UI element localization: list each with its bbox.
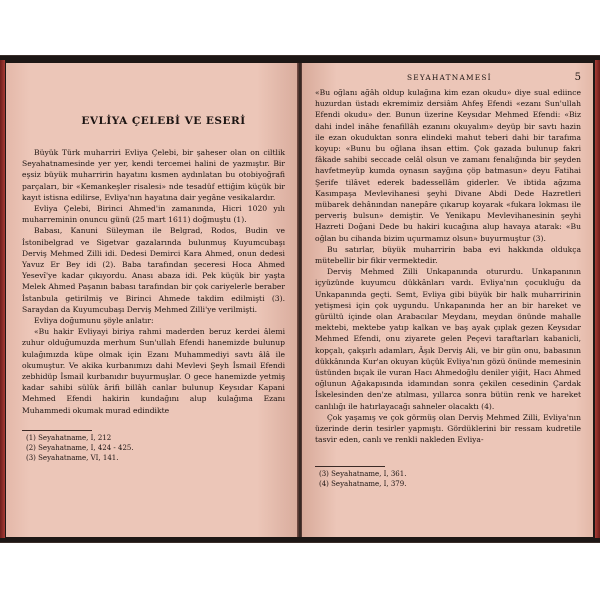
paragraph: Evliya doğumunu şöyle anlatır: xyxy=(34,316,154,326)
running-head xyxy=(315,72,581,83)
footnote: (1) Seyahatname, I, 212 xyxy=(26,433,112,442)
footnote: (2) Seyahatname, I, 424 - 425. xyxy=(26,443,134,452)
footnotes xyxy=(315,466,581,489)
footnote: (4) Seyahatname, I, 379. xyxy=(319,479,407,488)
footnote: (3) Seyahatname, I, 361. xyxy=(319,469,407,478)
paragraph: «Bu hakir Evliyayi biriya rahmi maderden beruz kerdei âlemi zuhur olduğumuzda merhum Sun'ullah Efendi hanemizde bulunup kulağımızda küpe olmak için Ezanı Muhammediyi savtı âlâ ile okumuştur. Ve akika kurbanımızı dahi Mevlevi Şeyh İsmail Efendi zebhidüp İsmail kurbanıdır buyurmuşlar. O gece hanemizde yetmiş kadar sahibi sülûk ârifi billâh canlar bulunup Keysıdar Kapani Mehmed Efendi hakirin kundağını alup kulağıma Ezanı Muhammedi okumak murad edindikte xyxy=(22,327,285,415)
footnotes xyxy=(22,430,285,463)
page-number: 5 xyxy=(574,72,581,83)
running-head-title: SEYAHATNAMESİ xyxy=(407,73,492,82)
paragraph: Bu satırlar, büyük muharririn baba evi hakkında oldukça mütebellir bir fikir vermektedir. xyxy=(315,244,581,266)
paragraph: Derviş Mehmed Zilli Unkapanında otururdu. Unkapanının içyüzünde kuyumcu dükkânları vardı. Evliya'nın çocukluğu da Unkapanında geçti. Semt, Evliya gibi büyük bir halk muharririnin yetişmesi için çok uygundu. Unkapanında her an bir hareket ve gürültü içinde olan Arabacılar Meydanı, meydan önünde mahalle mektebi, mektebe yatıp kalkan ve baş ayak çıplak gezen Keysıdar Mehmed Efendi, onu ziyarete gelen Peçevi taraftarları kabanicli, kopçalı, çakşırlı adamları, Âşık Derviş Ali, ve bir gün onu, babasının dükkânında Kur'an okuyan küçük Evliya'nın gözü önünde memesinin üstünden bıçak ile vuran Hacı Ahmedoğlu deniler yiğit, Hacı Ahmed oğlunun Ağakapısında idamından sonra çekilen cesedinin Çardak İskelesinden den'ze atılması, yıllarca sonra bütün renk ve hareket canlılığı ile hatırlayacağı sahneler olacaktı (4). xyxy=(315,267,581,411)
paragraph: Evliya Çelebi, Birinci Ahmed'in zamanında, Hicri 1020 yılı muharreminin onuncu günü (25 mart 1611) doğmuştu (1). xyxy=(22,204,285,225)
right-page xyxy=(302,63,593,537)
paragraph: Büyük Türk muharriri Evliya Çelebi, bir şaheser olan on ciltlik Seyahatnamesinde yer yer, kendi tercemei halini de yazmıştır. Bir eşsiz büyük muharririn hayatını kısmen aydınlatan bu otobiyoğrafi parçaları, bir «Kemankeşler risalesi» nde tesadüf ettiğim küçük bir kayıt istisna edilirse, Evliya'nın hayatına dair yegâne vesikalardır. xyxy=(22,148,285,202)
left-page xyxy=(6,63,298,537)
paragraph: Çok yaşamış ve çok görmüş olan Derviş Mehmed Zilli, Evliya'nın üzerinde derin tesirler yapmıştı. Gördüklerini bir ressam kudretile tasvir eden, canlı ve renkli nakleden Evliya- xyxy=(315,412,581,445)
chapter-title: EVLİYA ÇELEBİ VE ESERİ xyxy=(81,115,246,127)
paragraph: «Bu oğlanı ağâh oldup kulağına kim ezan okudu» diye sual ediince huzurdan üstadı ekremimiz dersiâm Ahfeş Efendi «ezanı Sun'ullah Efendi okudu» der. Bunun üzerine Keysıdar Mehmed Efendi: «Biz dahi indel inâhe fenafillâh ezanını okuyalım» deyüp bir savtı hazin ile ezan okuduktan sonra elindeki mahut teberi dahi bir tarafıma koyup: «Bunu bu oğlana ihsan ettim. Çok gazada bulunup fakri fâkade sahibi seccade celâl olsun ve zamanı fenalığında bir şeyden havfetmeyüp kumda oynasın sayğına çöp batmasun» deyu Fatihai Şerife tilâvet ederek badessellâm giderler. Ve ibtida ağzıma Kasımpaşa Mevlevihanesi şeyhi Divane Abdi Dede Hazretleri mübarek dehânından nanepâre çıkarup koyarak «fukara lokması ile perveriş bulsun» demiştir. Ve Yenikapu Mevlevihanesinin şeyhi Hazreti Doğani Dede bu hakiri kucağına alup havaya atarak: «Bu oğlan bu cihanda bizim uçurmamız olsun» buyurmuştur (3). xyxy=(315,88,581,243)
footnote: (3) Seyahatname, VI, 141. xyxy=(26,453,119,462)
paragraph: Babası, Kanuni Süleyman ile Belgrad, Rodos, Budin ve İstonibelgrad ve Sigetvar gazalarında bulunmuş Kuyumcubaşı Derviş Mehmed Zilli idi. Dedesi Demirci Kara Ahmed, onun dedesi Yavuz Er Bey idi (2). Baba tarafından şeceresi Hoca Ahmed Yesevî'ye kadar çıkıyordu. Anası abaza idi. Pek küçük bir yaşta Melek Ahmed Paşanın babası tarafından bir çok cariyelerle beraber İstanbula getirilmiş ve Birinci Ahmede takdim edilmişti (3). Saraydan da Kuyumcubaşı Derviş Mehmed Zilli'ye verilmişti. xyxy=(22,226,285,314)
book-cover-edge-right xyxy=(595,60,600,538)
book-spread xyxy=(0,55,600,543)
book-cover-edge-left xyxy=(0,60,5,538)
